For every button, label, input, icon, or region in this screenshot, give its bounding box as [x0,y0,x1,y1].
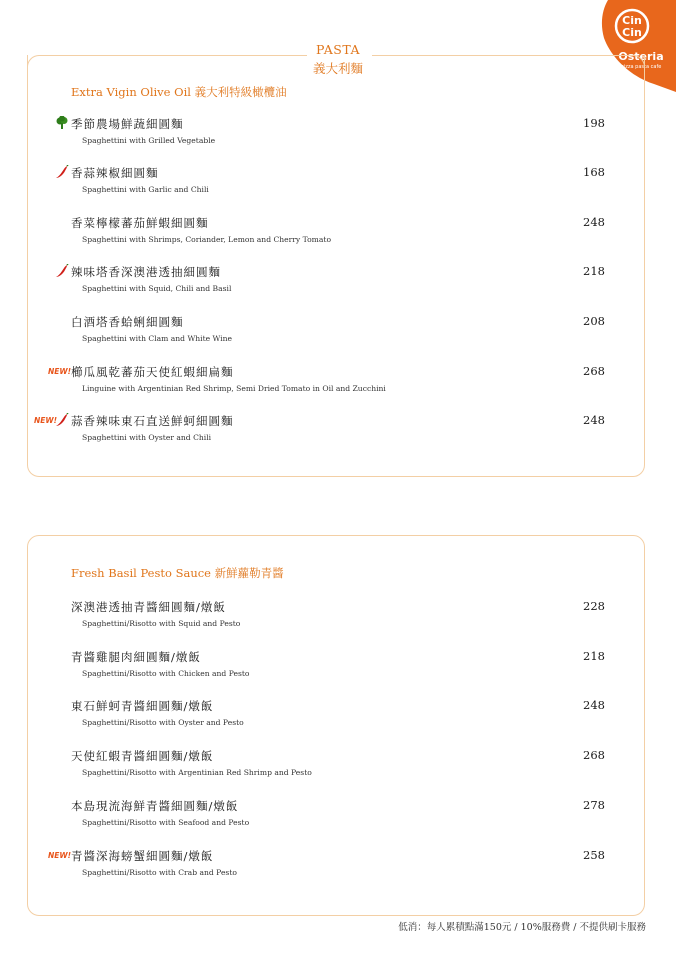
item-name: 深澳港透抽青醬細圓麵/燉飯 [71,600,226,614]
item-description: Spaghettini/Risotto with Oyster and Pesto [82,718,244,727]
menu-item [0,215,676,255]
menu-item [0,649,676,689]
chili-icon [55,165,69,179]
menu-item [0,264,676,304]
item-name: 青醬深海螃蟹細圓麵/燉飯 [71,849,214,863]
item-price: 228 [583,599,605,613]
item-description: Spaghettini with Oyster and Chili [82,433,212,442]
item-description: Spaghettini/Risotto with Argentinian Red Shrimp and Pesto [82,768,312,777]
item-name: 香菜檸檬蕃茄鮮蝦細圓麵 [71,216,209,230]
item-price: 248 [583,413,605,427]
footer-note: 低消：每人累積點滿150元 / 10%服務費 / 不提供刷卡服務 [398,922,646,933]
menu-item [0,165,676,205]
chili-icon [55,264,69,278]
item-name: 季節農場鮮蔬細圓麵 [71,117,184,131]
item-description: Spaghettini/Risotto with Seafood and Pesto [82,818,250,827]
item-price: 218 [583,264,605,278]
logo-bottom-text: Cin [622,26,642,39]
item-name: 蒜香辣味東石直送鮮蚵細圓麵 [71,414,234,428]
page-title-en: PASTA [315,42,361,57]
item-name: 青醬雞腿肉細圓麵/燉飯 [71,650,201,664]
item-name: 辣味塔香深澳港透抽細圓麵 [71,265,221,279]
item-price: 168 [583,165,605,179]
item-name: 白酒塔香蛤蜊細圓麵 [71,315,184,329]
section-heading: Fresh Basil Pesto Sauce 新鮮蘿勒青醬 [71,566,284,580]
menu-item [0,413,676,453]
logo-tagline: pizza pasta cafe [620,64,662,70]
broccoli-icon [55,116,69,130]
item-description: Spaghettini/Risotto with Chicken and Pesto [82,669,250,678]
item-name: 天使紅蝦青醬細圓麵/燉飯 [71,749,214,763]
item-price: 248 [583,215,605,229]
menu-item [0,116,676,156]
menu-item [0,599,676,639]
menu-item [0,848,676,888]
item-price: 198 [583,116,605,130]
menu-item [0,798,676,838]
item-description: Spaghettini with Clam and White Wine [82,334,233,343]
item-description: Spaghettini with Grilled Vegetable [82,136,216,145]
menu-item [0,314,676,354]
item-description: Spaghettini/Risotto with Crab and Pesto [82,868,237,877]
item-name: 東石鮮蚵青醬細圓麵/燉飯 [71,699,214,713]
item-description: Spaghettini with Squid, Chili and Basil [82,284,232,293]
section-heading: Extra Vigin Olive Oil 義大利特級橄欖油 [71,85,287,99]
logo-name: Osteria [618,50,664,63]
item-description: Linguine with Argentinian Red Shrimp, Semi Dried Tomato in Oil and Zucchini [82,384,386,393]
menu-item [0,364,676,404]
item-description: Spaghettini/Risotto with Squid and Pesto [82,619,241,628]
item-name: 櫛瓜風乾蕃茄天使紅蝦細扁麵 [71,365,234,379]
new-badge: NEW! [48,851,72,860]
item-price: 268 [583,364,605,378]
chili-icon [55,413,69,427]
page-title-zh: 義大利麵 [312,61,363,76]
menu-item [0,748,676,788]
item-price: 248 [583,698,605,712]
item-price: 278 [583,798,605,812]
new-badge: NEW! [34,416,58,425]
new-badge: NEW! [48,367,72,376]
item-description: Spaghettini with Garlic and Chili [82,185,209,194]
menu-item [0,698,676,738]
item-name: 香蒜辣椒細圓麵 [71,166,159,180]
item-name: 本島現流海鮮青醬細圓麵/燉飯 [71,799,239,813]
item-price: 258 [583,848,605,862]
item-price: 268 [583,748,605,762]
item-price: 208 [583,314,605,328]
item-description: Spaghettini with Shrimps, Coriander, Lemon and Cherry Tomato [82,235,332,244]
logo-top-text: Cin [622,14,642,27]
item-price: 218 [583,649,605,663]
